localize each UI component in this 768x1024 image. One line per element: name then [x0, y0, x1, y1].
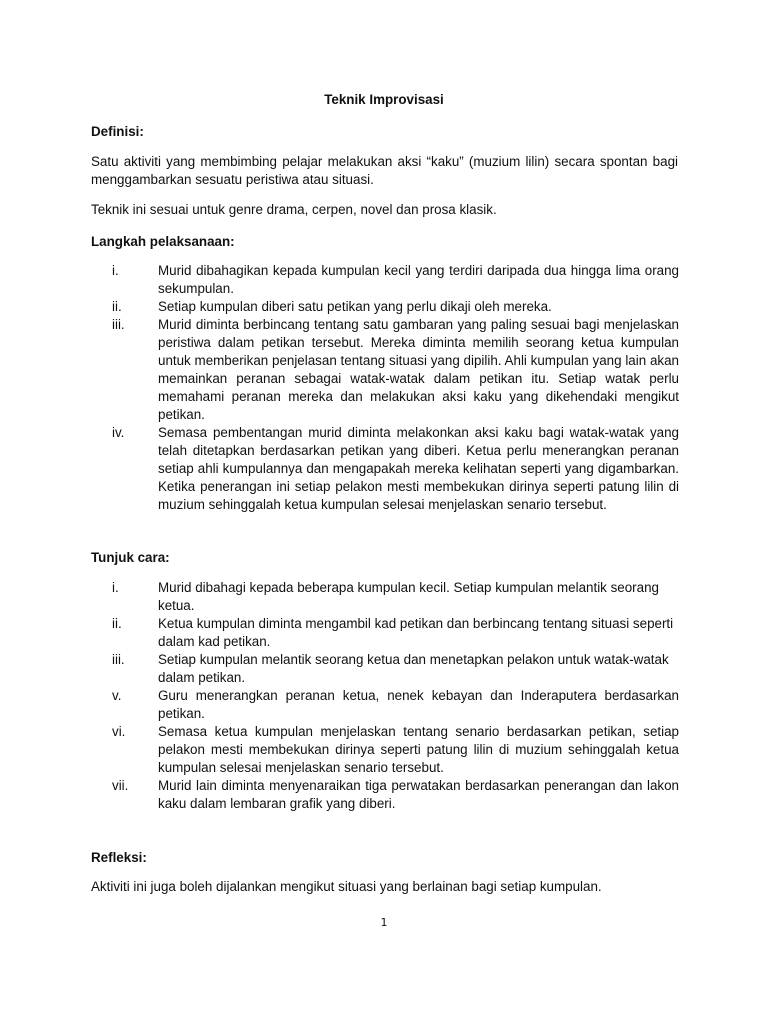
definisi-paragraph: Satu aktiviti yang membimbing pelajar melakukan aksi “kaku” (muzium lilin) secara spontan bagi menggambarkan sesuatu peristiwa atau situasi.: [91, 154, 678, 187]
refleksi-paragraph: Aktiviti ini juga boleh dijalankan mengikut situasi yang berlainan bagi setiap kumpulan.: [91, 879, 602, 894]
tunjuk-cara-list: [91, 579, 679, 813]
list-item: [91, 579, 679, 615]
tunjuk-cara-heading: Tunjuk cara:: [91, 550, 170, 565]
list-item: [91, 615, 679, 651]
document-title: Teknik Improvisasi: [324, 92, 444, 107]
list-item-number: i.: [112, 263, 119, 278]
list-item-text: Semasa pembentangan murid diminta melakonkan aksi kaku bagi watak-watak yang telah ditetapkan berdasarkan petikan yang diberi. Ketua perlu menerangkan peranan setiap ahli kumpulannya dan mengapakah mereka kelihatan seperti yang digambarkan. Ketika penerangan ini setiap pelakon mesti membekukan dirinya seperti patung lilin di muzium sehinggalah ketua kumpulan selesai menjelaskan senario tersebut.: [158, 425, 679, 512]
list-item-number: vii.: [112, 778, 129, 793]
list-item-text: Murid dibahagi kepada beberapa kumpulan kecil. Setiap kumpulan melantik seorang ketua.: [158, 580, 659, 613]
list-item-number: iii.: [112, 652, 125, 667]
list-item-number: iv.: [112, 425, 125, 440]
list-item-text: Murid lain diminta menyenaraikan tiga perwatakan berdasarkan penerangan dan lakon kaku dalam lembaran grafik yang diberi.: [158, 778, 679, 811]
langkah-list: [91, 262, 679, 514]
list-item-text: Guru menerangkan peranan ketua, nenek kebayan dan Inderaputera berdasarkan petikan.: [158, 688, 679, 721]
list-item: [91, 298, 679, 316]
list-item: [91, 687, 679, 723]
list-item-text: Semasa ketua kumpulan menjelaskan tentang senario berdasarkan petikan, setiap pelakon mesti membekukan dirinya seperti patung lilin di muzium sehinggalah ketua kumpulan selesai menjelaskan senario tersebut.: [158, 724, 679, 775]
list-item-number: vi.: [112, 724, 126, 739]
list-item: [91, 723, 679, 777]
list-item-text: Murid diminta berbincang tentang satu gambaran yang paling sesuai bagi menjelaskan peristiwa dalam petikan tersebut. Mereka diminta memilih seorang ketua kumpulan untuk memberikan penjelasan tentang situasi yang dipilih. Ahli kumpulan yang lain akan memainkan peranan sebagai watak-watak dalam petikan itu. Setiap watak perlu memahami peranan mereka dan melakukan aksi kaku yang dikehendaki mengikut petikan.: [158, 317, 679, 422]
list-item-number: iii.: [112, 317, 125, 332]
list-item: [91, 424, 679, 514]
langkah-heading: Langkah pelaksanaan:: [91, 234, 235, 249]
list-item: [91, 262, 679, 298]
list-item: [91, 316, 679, 424]
refleksi-heading: Refleksi:: [91, 850, 147, 865]
list-item: [91, 777, 679, 813]
list-item-number: v.: [112, 688, 122, 703]
list-item-text: Setiap kumpulan diberi satu petikan yang perlu dikaji oleh mereka.: [158, 299, 552, 314]
definisi-heading: Definisi:: [91, 124, 144, 139]
list-item-number: ii.: [112, 299, 122, 314]
list-item-text: Ketua kumpulan diminta mengambil kad petikan dan berbincang tentang situasi seperti dalam kad petikan.: [158, 616, 674, 649]
page-number: 1: [380, 916, 388, 929]
list-item-number: i.: [112, 580, 119, 595]
list-item-text: Setiap kumpulan melantik seorang ketua dan menetapkan pelakon untuk watak-watak dalam petikan.: [158, 652, 669, 685]
list-item-text: Murid dibahagikan kepada kumpulan kecil yang terdiri daripada dua hingga lima orang sekumpulan.: [158, 263, 679, 296]
genre-paragraph: Teknik ini sesuai untuk genre drama, cerpen, novel dan prosa klasik.: [91, 202, 497, 217]
list-item: [91, 651, 679, 687]
list-item-number: ii.: [112, 616, 122, 631]
